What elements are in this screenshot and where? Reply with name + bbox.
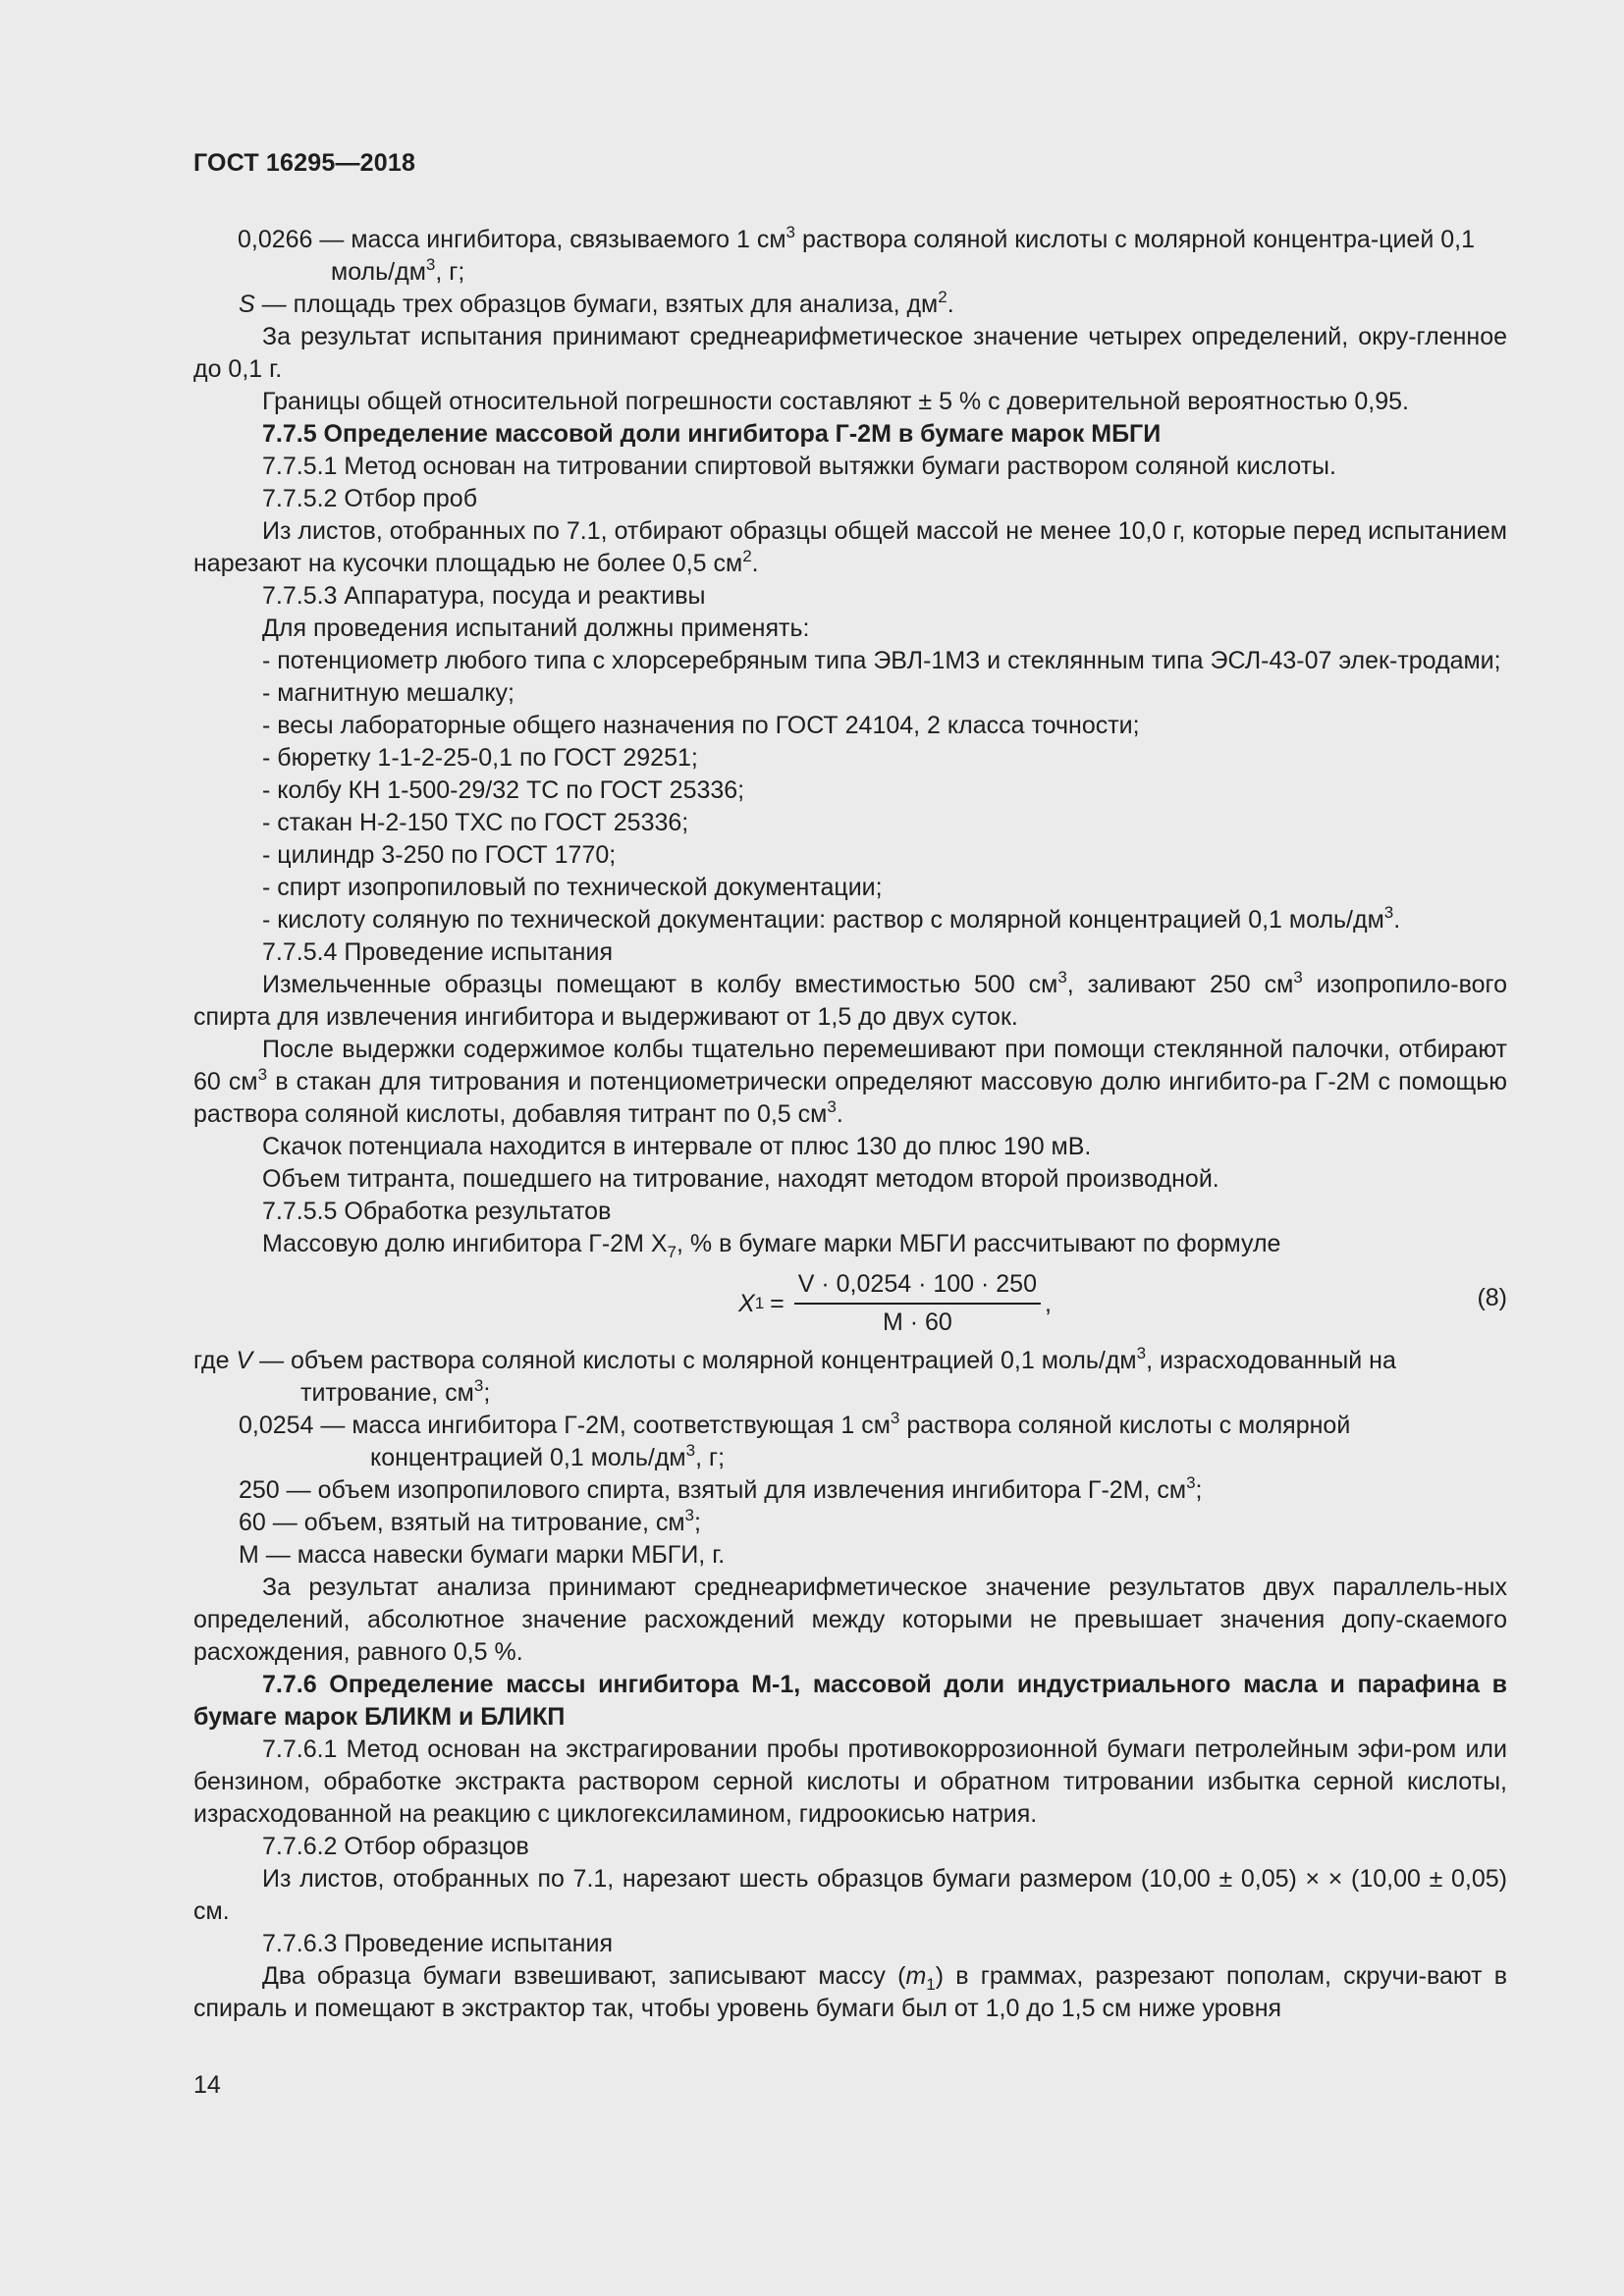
- list-item: - кислоту соляную по технической документации: раствор с молярной концентрацией 0,1 моль/$дм^3$.: [262, 903, 1401, 934]
- paragraph: После выдержки содержимое колбы тщательно перемешивают при помощи стеклянной палочки, отбирают 60 $см^3$ в стакан для титрования и потенциометрически определяют массовую долю ингибито-ра Г-2М с помощью раствора соляной кислоты, добавляя титрант по 0,5 $см^3$.: [193, 1036, 1507, 1128]
- paragraph: Для проведения испытаний должны применять:: [262, 614, 810, 642]
- list-item: - потенциометр любого типа с хлорсеребряным типа ЭВЛ-1МЗ и стеклянным типа ЭСЛ-43-07 элек-тродами;: [262, 647, 1501, 674]
- formula-fraction: [794, 1268, 1041, 1339]
- list-item: - цилиндр 3-250 по ГОСТ 1770;: [262, 841, 617, 869]
- definition-0266: 0,0266 — масса ингибитора, связываемого 1 $см^3$ раствора соляной кислоты с молярной концентра-цией 0,1 моль/$дм^3$, г;: [238, 223, 1475, 286]
- paragraph: Объем титранта, пошедшего на титрование, находят методом второй производной.: [262, 1165, 1219, 1193]
- paragraph: Измельченные образцы помещают в колбу вместимостью 500 $см^3$, заливают 250 $см^3$ изопропило-вого спирта для извлечения ингибитора и выдерживают от 1,5 до двух суток.: [193, 968, 1507, 1031]
- subsection-heading: 7.7.5.3 Аппаратура, посуда и реактивы: [262, 582, 706, 610]
- document-body: [193, 224, 1507, 2025]
- definition-s: S — площадь трех образцов бумаги, взятых для анализа, $дм^2$.: [239, 288, 954, 318]
- formula-8: [193, 1262, 1507, 1341]
- paragraph: Два образца бумаги взвешивают, записывают массу $(m_1)$ в граммах, разрезают пополам, скручи-вают в спираль и помещают в экстрактор так, чтобы уровень бумаги был от 1,0 до 1,5 см ниже уровня: [193, 1962, 1507, 2022]
- list-item: - стакан Н-2-150 ТХС по ГОСТ 25336;: [262, 809, 689, 836]
- section-heading-7-7-6: 7.7.6 Определение массы ингибитора М-1, массовой доли индустриального масла и парафина в бумаге марок БЛИКМ и БЛИКП: [193, 1671, 1507, 1731]
- formula-comma: ,: [1044, 1289, 1052, 1317]
- formula-numerator: V · 0,0254 · 100 · 250: [794, 1268, 1041, 1305]
- definition-m: М — масса навески бумаги марки МБГИ, г.: [239, 1541, 726, 1569]
- formula-equals: =: [770, 1289, 785, 1317]
- subsection-heading: 7.7.5.5 Обработка результатов: [262, 1198, 612, 1225]
- list-item: - спирт изопропиловый по технической документации;: [262, 874, 883, 901]
- paragraph: За результат анализа принимают среднеарифметическое значение результатов двух параллель-ных определений, абсолютное значение расхождений между которыми не превышает значения допу-скаемого расхождения, равного 0,5 %.: [193, 1574, 1507, 1666]
- formula-denominator: М · 60: [882, 1308, 952, 1336]
- subsection-heading: 7.7.5.4 Проведение испытания: [262, 938, 613, 966]
- subsection-heading: 7.7.6.3 Проведение испытания: [262, 1930, 613, 1957]
- formula-lhs: X: [738, 1289, 755, 1317]
- paragraph: 7.7.6.1 Метод основан на экстрагировании пробы противокоррозионной бумаги петролейным эфи-ром или бензином, обработке экстракта раствором серной кислоты и обратном титровании избытка серной кислоты, израсходованной на реакцию с циклогексиламином, гидроокисью натрия.: [193, 1735, 1507, 1828]
- list-item: - магнитную мешалку;: [262, 679, 515, 707]
- formula-number: (8): [1477, 1284, 1507, 1311]
- paragraph: Скачок потенциала находится в интервале от плюс 130 до плюс 190 мВ.: [262, 1133, 1092, 1160]
- section-heading-7-7-5: 7.7.5 Определение массовой доли ингибитора Г-2М в бумаге марок МБГИ: [262, 420, 1162, 448]
- subsection-heading: 7.7.6.2 Отбор образцов: [262, 1833, 529, 1860]
- list-item: - весы лабораторные общего назначения по ГОСТ 24104, 2 класса точности;: [262, 712, 1140, 739]
- paragraph: Массовую долю ингибитора Г-2М $Х_7$, % в бумаге марки МБГИ рассчитывают по формуле: [262, 1230, 1281, 1261]
- formula-expression: X 1 = $\frac{V \cdot 0,0254 \cdot 100 \cdot 250}{М \cdot 60}$ ,: [738, 1268, 1052, 1339]
- paragraph: Границы общей относительной погрешности составляют ± 5 % с доверительной вероятностью 0,95.: [262, 388, 1409, 415]
- definition-0254: 0,0254 — масса ингибитора Г-2М, соответствующая 1 $см^3$ раствора соляной кислоты с молярной концентрацией 0,1 моль/$дм^3$, г;: [239, 1409, 1351, 1471]
- list-item: - бюретку 1-1-2-25-0,1 по ГОСТ 29251;: [262, 744, 698, 772]
- list-item: - колбу КН 1-500-29/32 ТС по ГОСТ 25336;: [262, 776, 745, 804]
- paragraph: Из листов, отобранных по 7.1, отбирают образцы общей массой не менее 10,0 г, которые перед испытанием нарезают на кусочки площадью не более 0,5 $см^2$.: [193, 517, 1507, 577]
- paragraph: 7.7.5.1 Метод основан на титровании спиртовой вытяжки бумаги раствором соляной кислоты.: [262, 453, 1336, 480]
- paragraph: За результат испытания принимают среднеарифметическое значение четырех определений, окру-гленное до 0,1 г.: [193, 323, 1507, 383]
- definition-250: 250 — объем изопропилового спирта, взятый для извлечения ингибитора Г-2М, $см^3$;: [239, 1473, 1203, 1504]
- page-number: 14: [193, 2071, 221, 2099]
- definition-v: где V — объем раствора соляной кислоты с молярной концентрацией 0,1 моль/$дм^3$, израсходованный на титрование, $см^3$;: [193, 1344, 1396, 1407]
- subsection-heading: 7.7.5.2 Отбор проб: [262, 485, 478, 512]
- paragraph: Из листов, отобранных по 7.1, нарезают шесть образцов бумаги размером (10,00 ± 0,05) × × (10,00 ± 0,05) см.: [193, 1865, 1507, 1925]
- definition-60: 60 — объем, взятый на титрование, $см^3$;: [239, 1506, 701, 1536]
- document-header: ГОСТ 16295—2018: [193, 149, 416, 177]
